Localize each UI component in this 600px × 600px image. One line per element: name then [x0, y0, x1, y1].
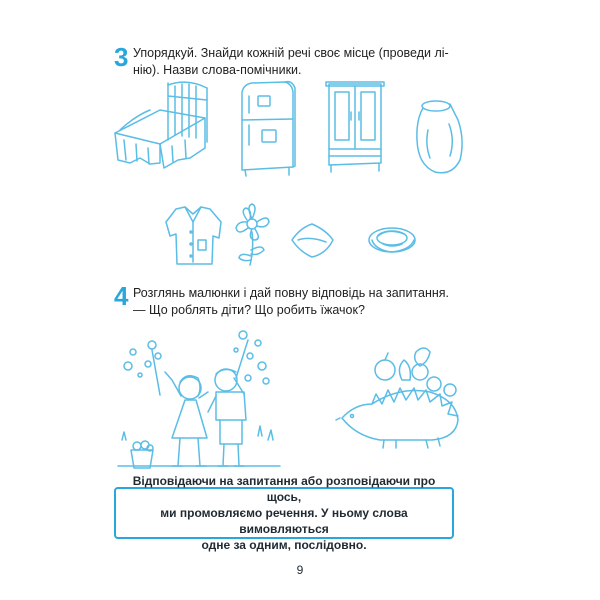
task-3-number: 3 — [114, 42, 129, 72]
task-3-line-1: Упорядкуй. Знайди кожній речі своє місце (проведи лі- — [133, 46, 449, 60]
task-3-line-2: нію). Назви слова-помічники. — [133, 63, 302, 77]
task-4-line-1: Розглянь малюнки і дай повну відповідь на запитання. — [133, 286, 450, 300]
shirt-illustration — [166, 207, 221, 264]
flower-illustration — [236, 204, 269, 265]
rule-line-2: ми промовляємо речення. У ньому слова вимовляються — [160, 506, 408, 536]
rule-line-3: одне за одним, послідовно. — [201, 538, 367, 552]
vase-illustration — [417, 101, 462, 173]
children-scene-illustration — [118, 331, 280, 468]
bed-illustration — [115, 82, 207, 168]
page-number: 9 — [296, 563, 304, 577]
task-4-number: 4 — [114, 281, 129, 311]
task-4-line-2: — Що роблять діти? Що робить їжачок? — [133, 303, 365, 317]
rule-box — [114, 474, 454, 552]
wardrobe-illustration — [326, 82, 384, 172]
refrigerator-illustration — [242, 82, 295, 176]
hedgehog-illustration — [336, 348, 458, 448]
pillow-illustration — [292, 224, 333, 257]
task-4-instruction — [133, 285, 473, 319]
rule-line-1: Відповідаючи на запитання або розповідаючи про щось, — [132, 474, 436, 504]
ring-illustration — [369, 228, 415, 252]
